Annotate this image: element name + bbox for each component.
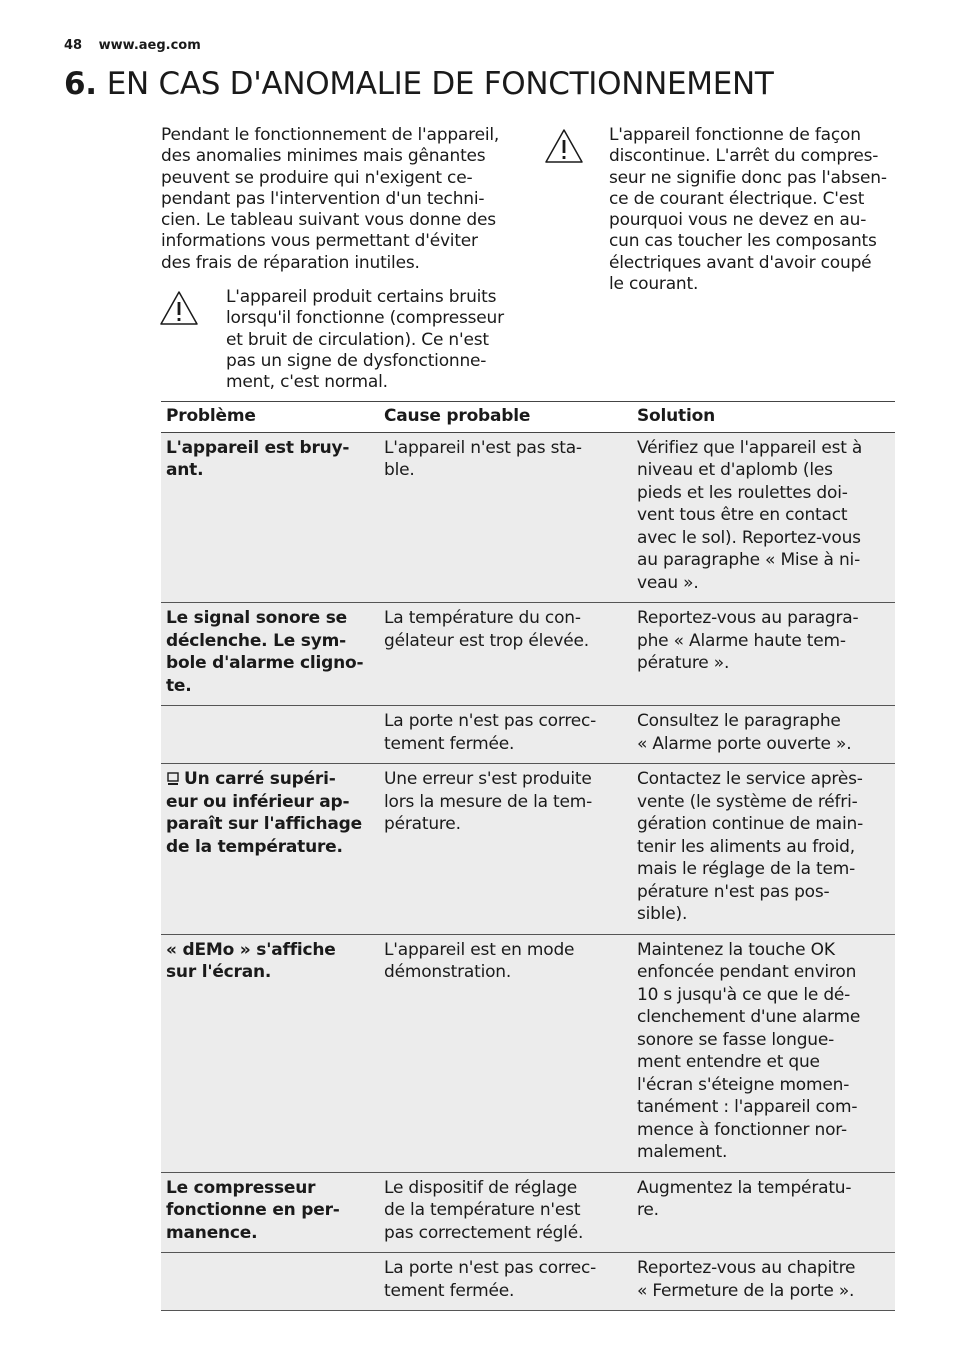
troubleshooting-table <box>161 401 895 1311</box>
table-row <box>161 603 895 706</box>
table-header-row <box>161 402 895 433</box>
problem-cell: Le signal sonore se déclenche. Le sym- bole d'alarme cligno- te. <box>161 603 379 706</box>
cause-cell: Une erreur s'est produite lors la mesure de la tem- pérature. <box>379 764 632 935</box>
solution-cell: Augmentez la températu- re. <box>632 1172 895 1253</box>
section-number: 6. <box>64 66 97 102</box>
problem-cell: « dEMo » s'affiche sur l'écran. <box>161 934 379 1172</box>
problem-cell <box>161 706 379 764</box>
table-row <box>161 1253 895 1311</box>
website-url[interactable]: www.aeg.com <box>98 38 201 53</box>
warning-triangle-icon <box>159 290 199 326</box>
cause-cell: L'appareil est en mode démonstration. <box>379 934 632 1172</box>
solution-cell: Consultez le paragraphe « Alarme porte ouverte ». <box>632 706 895 764</box>
cause-cell: La température du con- gélateur est trop élevée. <box>379 603 632 706</box>
section-title <box>64 66 774 102</box>
page-header <box>64 38 201 53</box>
solution-cell: Maintenez la touche OK enfoncée pendant environ 10 s jusqu'à ce que le dé- clenchement d'une alarme sonore se fasse longue- ment entendre et que l'écran s'éteigne momen- tanément : l'appareil com- mence à fonctionner nor- malement. <box>632 934 895 1172</box>
table-row <box>161 934 895 1172</box>
table-row <box>161 432 895 603</box>
problem-cell: Un carré supéri- eur ou inférieur ap- paraît sur l'affichage de la température. <box>161 764 379 935</box>
table-row <box>161 764 895 935</box>
problem-cell <box>161 1253 379 1311</box>
intro-paragraph: Pendant le fonctionnement de l'appareil, des anomalies minimes mais gênantes peuvent se produire qui n'exigent ce- pendant pas l'intervention d'un techni- cien. Le tableau suivant vous donne des informations vous permettant d'éviter des frais de réparation inutiles. <box>161 125 500 273</box>
warning-note-electric: L'appareil fonctionne de façon discontinue. L'arrêt du compres- seur ne signifie donc pas l'absen- ce de courant électrique. C'est pourquoi vous ne devez en au- cun cas toucher les composants électriques avant d'avoir coupé le courant. <box>609 125 887 295</box>
cause-cell: L'appareil n'est pas sta- ble. <box>379 432 632 603</box>
cause-cell: La porte n'est pas correc- tement fermée. <box>379 1253 632 1311</box>
warning-note-noise: L'appareil produit certains bruits lorsqu'il fonctionne (compresseur et bruit de circulation). Ce n'est pas un signe de dysfonctionne- ment, c'est normal. <box>226 287 504 393</box>
solution-cell: Contactez le service après- vente (le système de réfri- gération continue de main- tenir les aliments au froid, mais le réglage de la tem- pérature n'est pas pos- sible). <box>632 764 895 935</box>
column-header-problem: Problème <box>161 402 379 433</box>
solution-cell: Vérifiez que l'appareil est à niveau et d'aplomb (les pieds et les roulettes doi- vent tous être en contact avec le sol). Reportez-vous au paragraphe « Mise à ni- veau ». <box>632 432 895 603</box>
table-row <box>161 1172 895 1253</box>
page-number: 48 <box>64 38 83 53</box>
cause-cell: Le dispositif de réglage de la température n'est pas correctement réglé. <box>379 1172 632 1253</box>
solution-cell: Reportez-vous au chapitre « Fermeture de la porte ». <box>632 1253 895 1311</box>
problem-cell: L'appareil est bruy- ant. <box>161 432 379 603</box>
problem-cell: Le compresseur fonctionne en per- manence. <box>161 1172 379 1253</box>
column-header-solution: Solution <box>632 402 895 433</box>
section-title-text: EN CAS D'ANOMALIE DE FONCTIONNEMENT <box>106 66 774 102</box>
warning-triangle-icon <box>544 128 584 164</box>
table-row <box>161 706 895 764</box>
cause-cell: La porte n'est pas correc- tement fermée. <box>379 706 632 764</box>
column-header-cause: Cause probable <box>379 402 632 433</box>
solution-cell: Reportez-vous au paragra- phe « Alarme haute tem- pérature ». <box>632 603 895 706</box>
display-square-icon <box>166 772 180 786</box>
